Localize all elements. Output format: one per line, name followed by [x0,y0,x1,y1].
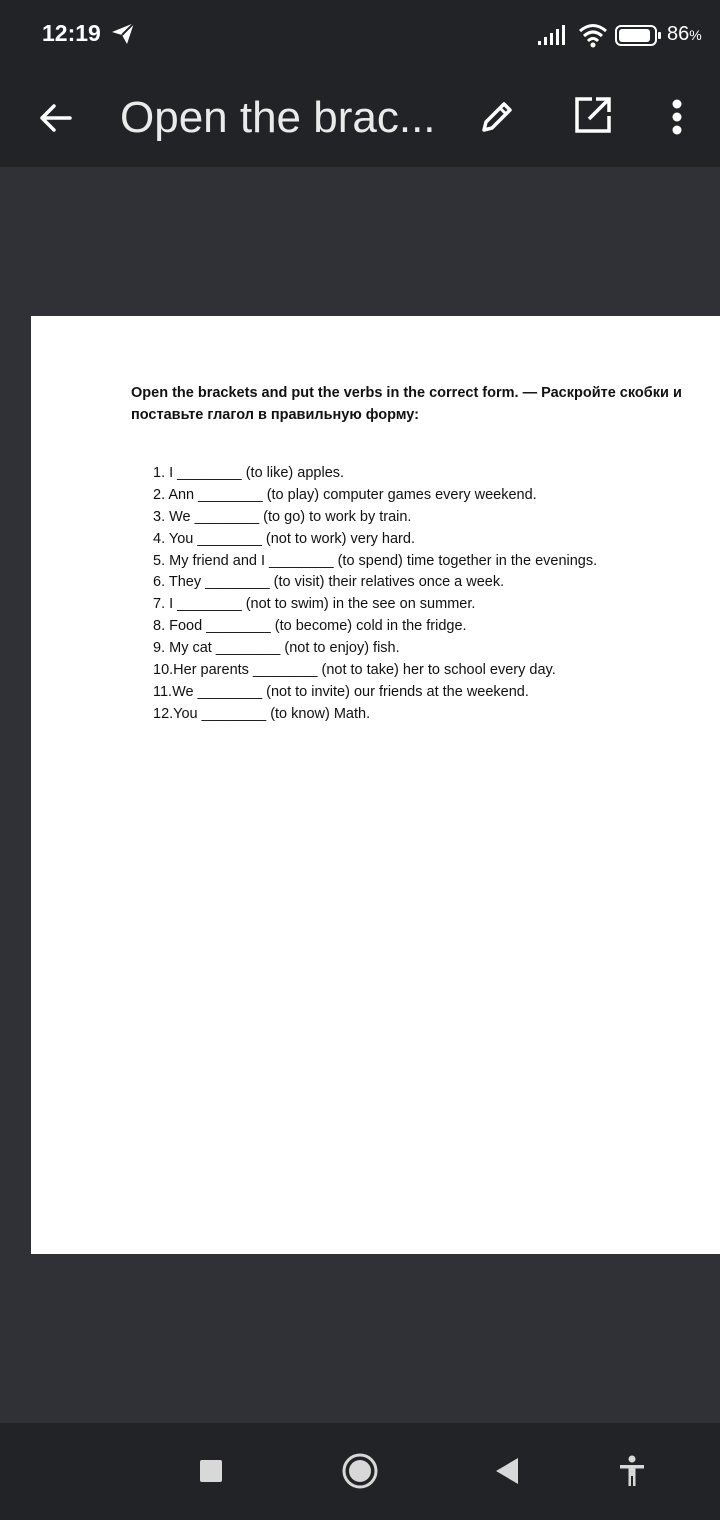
list-item: 1. I ________ (to like) apples. [153,465,345,481]
accessibility-icon[interactable] [612,1449,652,1493]
document-page[interactable] [31,316,720,1254]
edit-pencil-icon[interactable] [472,92,522,142]
list-item: 10.Her parents ________ (not to take) her to school every day. [153,662,556,679]
list-item: 12.You ________ (to know) Math. [153,705,371,722]
app-toolbar [0,70,720,167]
telegram-icon [110,20,136,46]
list-item: 11.We ________ (not to invite) our friends at the weekend. [153,683,529,700]
open-external-icon[interactable] [568,90,618,140]
list-item: 3. We ________ (to go) to work by train. [153,508,412,525]
document-title: Open the brac... [120,93,436,142]
more-vert-icon[interactable] [660,92,694,142]
list-item: 2. Ann ________ (to play) computer games every weekend. [153,486,537,503]
status-time: 12:19 [42,20,101,46]
signal-icon [537,24,565,46]
home-icon[interactable] [336,1447,384,1495]
system-nav-bar [0,1423,720,1520]
recent-apps-icon[interactable] [190,1450,232,1492]
list-item: 9. My cat ________ (not to enjoy) fish. [153,640,400,657]
battery-icon [615,25,661,46]
list-item: 8. Food ________ (to become) cold in the fridge. [153,618,467,635]
status-bar [0,0,720,70]
list-item: 4. You ________ (not to work) very hard. [153,530,415,547]
list-item: 5. My friend and I ________ (to spend) time together in the evenings. [153,552,598,569]
document-viewer[interactable] [0,167,720,1423]
back-arrow-icon[interactable] [32,94,80,142]
exercise-list [153,463,713,726]
list-item: 6. They ________ (to visit) their relatives once a week. [153,574,505,591]
battery-percentage: 86% [667,23,702,45]
back-icon[interactable] [486,1450,528,1492]
exercise-instruction: Open the brackets and put the verbs in the correct form. — Раскройте скобки и поставьте глагол в правильную форму: [131,385,682,423]
list-item: 7. I ________ (not to swim) in the see on summer. [153,596,476,613]
wifi-icon [578,22,608,48]
